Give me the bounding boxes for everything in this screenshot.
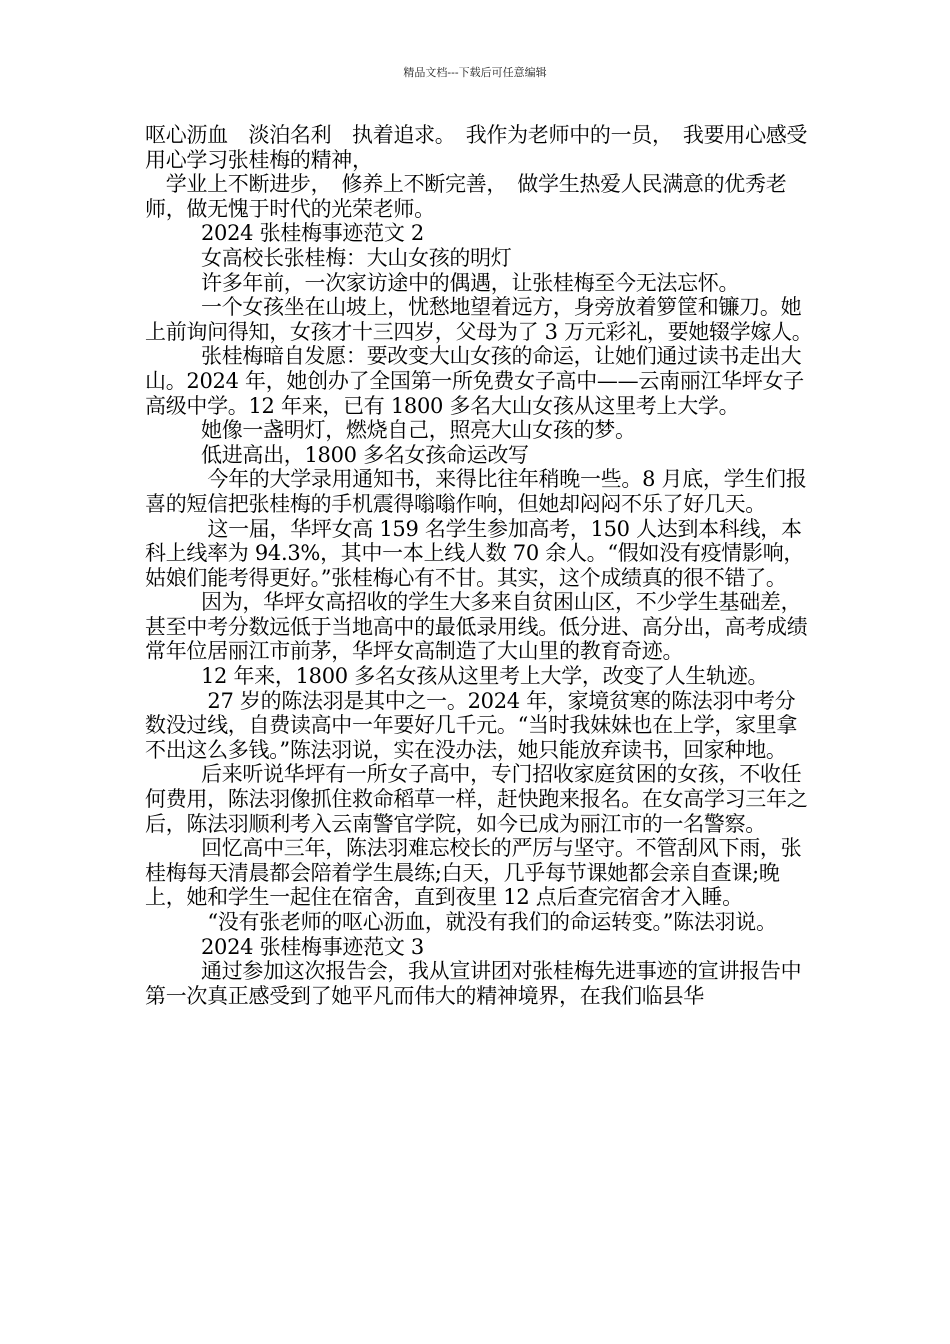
- paragraph: 12 年来，1800 多名女孩从这里考上大学，改变了人生轨迹。: [201, 664, 769, 689]
- paragraph: 张桂梅暗自发愿：要改变大山女孩的命运，让她们通过读书走出大山。2024 年，她创办了全国第一所免费女子高中——云南丽江华坪女子高级中学。12 年来，已有 1800 多名大山女孩从这里考上大学。: [145, 344, 804, 418]
- subheading: 低进高出，1800 多名女孩命运改写: [201, 442, 529, 467]
- page-header: 精品文档---下载后可任意编辑: [403, 66, 547, 79]
- paragraph: 学业上不断进步， 修养上不断完善， 做学生热爱人民满意的优秀老师，做无愧于时代的光荣老师。: [145, 172, 787, 221]
- paragraph: 27 岁的陈法羽是其中之一。2024 年，家境贫寒的陈法羽中考分数没过线，自费读高中一年要好几千元。“当时我妹妹也在上学，家里拿不出这么多钱。”陈法羽说，实在没办法，她只能放弃读书，回家种地。: [145, 688, 798, 762]
- paragraph: 回忆高中三年，陈法羽难忘校长的严厉与坚守。不管刮风下雨，张桂梅每天清晨都会陪着学生晨练;白天，几乎每节课她都会亲自查课;晚上，她和学生一起住在宿舍，直到夜里 12 点后查完宿舍才入睡。: [145, 836, 802, 910]
- document-body: [145, 123, 828, 1008]
- section-heading: 2024 张桂梅事迹范文 2: [201, 221, 424, 246]
- paragraph: 通过参加这次报告会，我从宣讲团对张桂梅先进事迹的宣讲报告中第一次真正感受到了她平凡而伟大的精神境界，在我们临县华: [145, 959, 802, 1008]
- paragraph: 这一届，华坪女高 159 名学生参加高考，150 人达到本科线，本科上线率为 94.3%，其中一本上线人数 70 余人。“假如没有疫情影响，姑娘们能考得更好。”张桂梅心有不甘。其实，这个成绩真的很不错了。: [145, 516, 805, 590]
- paragraph: “没有张老师的呕心沥血，就没有我们的命运转变。”陈法羽说。: [201, 910, 777, 934]
- paragraph: 呕心沥血 淡泊名利 执着追求。 我作为老师中的一员， 我要用心感受 用心学习张桂梅的精神，: [145, 123, 828, 172]
- paragraph: 她像一盏明灯，燃烧自己，照亮大山女孩的梦。: [201, 418, 636, 443]
- paragraph: 后来听说华坪有一所女子高中，专门招收家庭贫困的女孩，不收任何费用，陈法羽像抓住救命稻草一样，赶快跑来报名。在女高学习三年之后，陈法羽顺利考入云南警官学院，如今已成为丽江市的一名警察。: [145, 762, 808, 836]
- article-title: 女高校长张桂梅：大山女孩的明灯: [201, 245, 512, 270]
- paragraph: 因为，华坪女高招收的学生大多来自贫困山区，不少学生基础差，甚至中考分数远低于当地高中的最低录用线。低分进、高分出，高考成绩常年位居丽江市前茅，华坪女高制造了大山里的教育奇迹。: [145, 590, 808, 664]
- paragraph: 一个女孩坐在山坡上，忧愁地望着远方，身旁放着箩筐和镰刀。她上前询问得知，女孩才十三四岁，父母为了 3 万元彩礼，要她辍学嫁人。: [145, 295, 813, 344]
- paragraph: 今年的大学录用通知书，来得比往年稍晚一些。8 月底，学生们报喜的短信把张桂梅的手机震得嗡嗡作响，但她却闷闷不乐了好几天。: [145, 467, 807, 516]
- section-heading: 2024 张桂梅事迹范文 3: [201, 934, 424, 959]
- paragraph: 许多年前，一次家访途中的偶遇，让张桂梅至今无法忘怀。: [201, 270, 740, 295]
